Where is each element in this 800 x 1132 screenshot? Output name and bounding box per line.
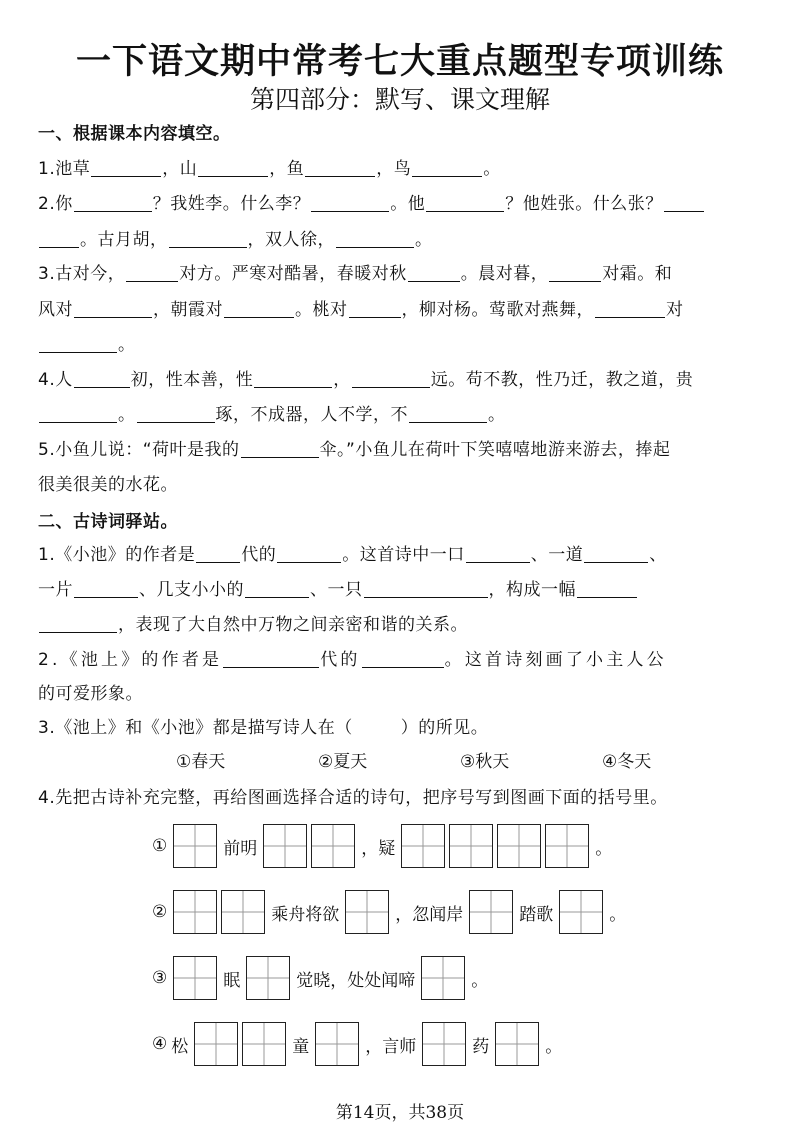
- poem-text: 。: [471, 970, 489, 991]
- char-box[interactable]: [545, 824, 589, 868]
- text: 3.古对今，: [38, 264, 126, 284]
- text: 。他: [390, 194, 426, 214]
- text: 4.人: [38, 370, 73, 390]
- answer-blank[interactable]: [549, 263, 601, 282]
- question-1-1: [38, 157, 501, 181]
- answer-blank[interactable]: [223, 649, 319, 668]
- answer-blank[interactable]: [198, 158, 268, 177]
- answer-blank[interactable]: [426, 193, 504, 212]
- answer-blank[interactable]: [74, 369, 130, 388]
- text: ？他姓张。什么张？: [505, 194, 663, 214]
- char-box[interactable]: [173, 824, 217, 868]
- text: ，构成一幅: [488, 580, 576, 600]
- answer-blank[interactable]: [336, 229, 414, 248]
- poem-text: 踏歌: [519, 904, 554, 925]
- text: 、: [649, 545, 667, 565]
- poem-row-2: [148, 890, 630, 934]
- text: 对: [666, 300, 684, 320]
- text: ）的所见。: [400, 718, 489, 738]
- char-box[interactable]: [401, 824, 445, 868]
- text: 。: [488, 405, 506, 425]
- text: 、一只: [310, 580, 363, 600]
- text: 。: [118, 405, 136, 425]
- section-2-heading: 二、古诗词驿站。: [38, 512, 178, 532]
- answer-blank[interactable]: [362, 649, 444, 668]
- answer-blank[interactable]: [254, 369, 332, 388]
- text: ，: [333, 370, 351, 390]
- answer-blank[interactable]: [126, 263, 178, 282]
- text: 1.《小池》的作者是: [38, 545, 196, 565]
- text: 对方。严寒对酷暑，春暖对秋: [179, 264, 407, 284]
- char-box[interactable]: [497, 824, 541, 868]
- answer-blank[interactable]: [39, 614, 117, 633]
- text: 初，性本善，性: [130, 370, 254, 390]
- text: ，山: [162, 159, 198, 179]
- poem-text: ，忽闻岸: [395, 904, 464, 925]
- text: 1.池草: [38, 159, 91, 179]
- text: 。: [118, 335, 136, 355]
- text: 。古月胡，: [80, 230, 168, 250]
- text: ，鱼: [269, 159, 305, 179]
- answer-blank[interactable]: [74, 299, 152, 318]
- poem-text: ，疑: [361, 838, 396, 859]
- answer-blank[interactable]: [39, 404, 117, 423]
- text: ，表现了大自然中万物之间亲密和谐的关系。: [118, 615, 468, 635]
- char-box[interactable]: [345, 890, 389, 934]
- text: 。: [483, 159, 501, 179]
- option-spring[interactable]: ①春天: [176, 752, 226, 772]
- poem-text: 药: [472, 1036, 490, 1057]
- text: 、一道: [530, 545, 584, 565]
- answer-blank[interactable]: [408, 263, 460, 282]
- answer-blank[interactable]: [664, 193, 704, 212]
- char-box[interactable]: [194, 1022, 238, 1066]
- poem-number: ①: [152, 836, 168, 856]
- poem-row-1: [148, 824, 616, 868]
- text: 代的: [241, 545, 277, 565]
- answer-blank[interactable]: [137, 404, 215, 423]
- question-1-4-cont: [38, 403, 506, 427]
- option-autumn[interactable]: ③秋天: [460, 752, 510, 772]
- char-box[interactable]: [495, 1022, 539, 1066]
- poem-text: 。: [595, 838, 613, 859]
- answer-blank[interactable]: [196, 544, 240, 563]
- char-box[interactable]: [422, 1022, 466, 1066]
- char-box[interactable]: [311, 824, 355, 868]
- answer-blank[interactable]: [412, 158, 482, 177]
- section-1-heading: 一、根据课本内容填空。: [38, 124, 231, 144]
- text: 一片: [38, 580, 73, 600]
- answer-blank[interactable]: [224, 299, 294, 318]
- char-box[interactable]: [469, 890, 513, 934]
- text: 伞。”小鱼儿在荷叶下笑嘻嘻地游来游去，捧起: [319, 440, 671, 460]
- text: ，朝霞对: [153, 300, 223, 320]
- text: 2.《池上》的作者是: [38, 650, 223, 670]
- text: 5.小鱼儿说：“荷叶是我的: [38, 440, 240, 460]
- text: 。桃对: [295, 300, 348, 320]
- option-summer[interactable]: ②夏天: [318, 752, 368, 772]
- answer-blank[interactable]: [245, 579, 309, 598]
- char-box[interactable]: [173, 890, 217, 934]
- char-box[interactable]: [242, 1022, 286, 1066]
- question-2-3: [38, 716, 488, 740]
- text: 。这首诗刻画了小主人公: [444, 650, 667, 670]
- answer-blank[interactable]: [169, 229, 247, 248]
- poem-text: 前明: [223, 838, 258, 859]
- question-1-2: [38, 192, 705, 216]
- answer-blank[interactable]: [39, 334, 117, 353]
- poem-number: ④: [152, 1034, 168, 1054]
- poem-number: ③: [152, 968, 168, 988]
- char-box[interactable]: [421, 956, 465, 1000]
- question-2-2-cont: 的可爱形象。: [38, 684, 143, 704]
- char-box[interactable]: [449, 824, 493, 868]
- question-2-1: [38, 543, 667, 567]
- poem-text: ，言师: [365, 1036, 417, 1057]
- page-subtitle: 第四部分：默写、课文理解: [249, 85, 550, 114]
- text: ？我姓李。什么李？: [152, 194, 311, 214]
- poem-text: 童: [292, 1036, 310, 1057]
- text: ，双人徐，: [247, 230, 335, 250]
- question-2-4: 4.先把古诗补充完整，再给图画选择合适的诗句，把序号写到图画下面的括号里。: [38, 788, 668, 808]
- char-box[interactable]: [173, 956, 217, 1000]
- answer-blank[interactable]: [39, 229, 79, 248]
- poem-text: 。: [545, 1036, 563, 1057]
- poem-text: 乘舟将欲: [271, 904, 340, 925]
- answer-blank[interactable]: [311, 193, 389, 212]
- question-1-4: [38, 368, 693, 392]
- question-1-5-cont: 很美很美的水花。: [38, 475, 178, 495]
- answer-blank[interactable]: [74, 193, 152, 212]
- question-1-2-cont: [38, 228, 433, 252]
- char-box[interactable]: [221, 890, 265, 934]
- answer-blank[interactable]: [74, 579, 138, 598]
- poem-number: ②: [152, 902, 168, 922]
- answer-blank[interactable]: [241, 439, 319, 458]
- answer-blank[interactable]: [577, 579, 637, 598]
- text: 对霜。和: [602, 264, 673, 284]
- answer-blank[interactable]: [466, 544, 530, 563]
- question-1-5: [38, 438, 670, 462]
- text: 、几支小小的: [139, 580, 244, 600]
- answer-blank[interactable]: [349, 299, 401, 318]
- text: 远。苟不教，性乃迁，教之道，贵: [430, 370, 694, 390]
- question-1-3: [38, 262, 672, 286]
- text: 琢，不成器，人不学，不: [215, 405, 408, 425]
- answer-blank[interactable]: [277, 544, 341, 563]
- text: 2.你: [38, 194, 73, 214]
- question-2-1-cont: [38, 578, 638, 602]
- text: 。这首诗中一口: [342, 545, 465, 565]
- poem-text: 眠: [223, 970, 241, 991]
- answer-blank[interactable]: [595, 299, 665, 318]
- poem-text: 。: [609, 904, 627, 925]
- answer-blank[interactable]: [584, 544, 648, 563]
- poem-text: 觉晓，处处闻啼: [296, 970, 416, 991]
- poem-row-4: [148, 1022, 566, 1066]
- answer-blank[interactable]: [305, 158, 375, 177]
- answer-blank[interactable]: [352, 369, 430, 388]
- question-1-3-cont: [38, 298, 684, 322]
- char-box[interactable]: [559, 890, 603, 934]
- text: 。: [415, 230, 433, 250]
- text: 代的: [320, 650, 361, 670]
- page-footer: 第14页，共38页: [335, 1103, 465, 1123]
- char-box[interactable]: [315, 1022, 359, 1066]
- question-2-2: [38, 648, 667, 672]
- char-box[interactable]: [246, 956, 290, 1000]
- text: 。晨对暮，: [460, 264, 549, 284]
- text: 3.《池上》和《小池》都是描写诗人在（: [38, 718, 353, 738]
- char-box[interactable]: [263, 824, 307, 868]
- answer-blank[interactable]: [91, 158, 161, 177]
- poem-row-3: [148, 956, 492, 1000]
- question-1-3-cont2: [38, 333, 136, 357]
- page-title: 一下语文期中常考七大重点题型专项训练: [75, 42, 724, 82]
- text: ，鸟: [376, 159, 412, 179]
- text: ，柳对杨。莺歌对燕舞，: [401, 300, 594, 320]
- option-winter[interactable]: ④冬天: [602, 752, 652, 772]
- question-2-1-cont2: [38, 613, 468, 637]
- poem-text: 松: [171, 1036, 189, 1057]
- text: 风对: [38, 300, 73, 320]
- answer-blank[interactable]: [409, 404, 487, 423]
- answer-blank[interactable]: [364, 579, 488, 598]
